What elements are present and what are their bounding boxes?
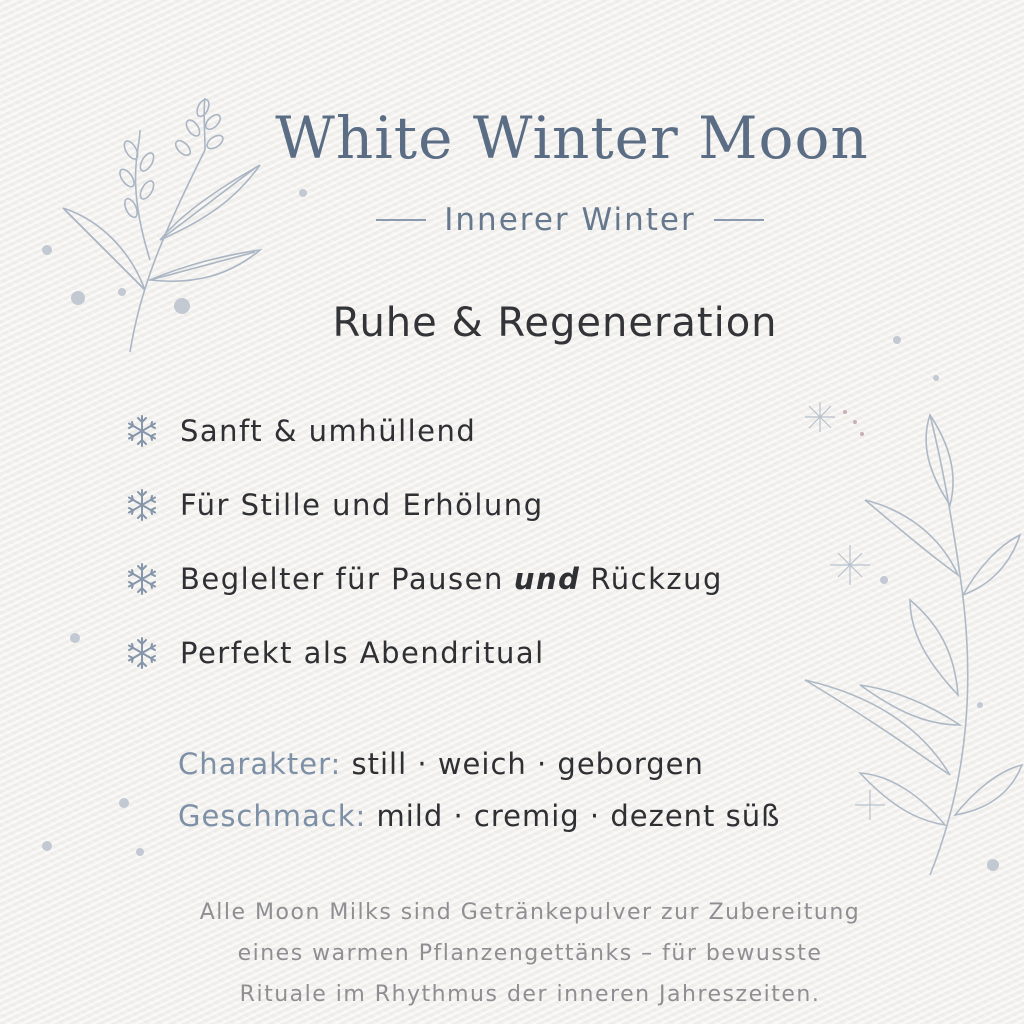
profile-block — [178, 738, 780, 842]
footer-line: Rituale im Rhythmus der inneren Jahreszeiten. — [239, 982, 821, 1007]
subtitle-block — [340, 198, 800, 242]
subtitle: Innerer Winter — [444, 202, 696, 238]
feature-text — [180, 562, 723, 596]
subtitle-divider-right — [714, 219, 764, 221]
feature-text: Sanft & umhüllend — [180, 414, 477, 448]
leaf-branch-right-icon — [800, 395, 1024, 885]
feature-text: Perfekt als Abendritual — [180, 636, 545, 670]
feature-text-before: Beglelter für Pausen — [180, 562, 504, 596]
feature-text-after: Rückzug — [590, 562, 723, 596]
character-row — [178, 738, 780, 790]
taste-value: mild · cremig · dezent süß — [376, 799, 781, 833]
taste-label: Geschmack: — [178, 799, 367, 833]
snowflake-icon — [124, 413, 160, 449]
feature-list — [124, 406, 824, 702]
footer-line: eines warmen Pflanzengettänks – für bewusste — [237, 941, 823, 966]
footer-note — [120, 892, 940, 1015]
feature-item — [124, 480, 824, 530]
taste-row — [178, 790, 780, 842]
feature-item — [124, 406, 824, 456]
subtitle-divider-left — [376, 219, 426, 221]
feature-text: Für Stille und Erhölung — [180, 488, 544, 522]
feature-text-emphasis: und — [513, 562, 581, 596]
leaf-branch-top-left-icon — [55, 90, 275, 360]
snowflake-icon — [124, 561, 160, 597]
character-label: Charakter: — [178, 747, 342, 781]
footer-line: Alle Moon Milks sind Getränkepulver zur Zubereitung — [199, 900, 861, 925]
feature-item — [124, 554, 824, 604]
feature-item — [124, 628, 824, 678]
snowflake-icon — [124, 487, 160, 523]
character-value: still · weich · geborgen — [351, 747, 704, 781]
product-title: White Winter Moon — [275, 104, 869, 172]
section-heading: Ruhe & Regeneration — [332, 300, 778, 346]
snowflake-icon — [124, 635, 160, 671]
